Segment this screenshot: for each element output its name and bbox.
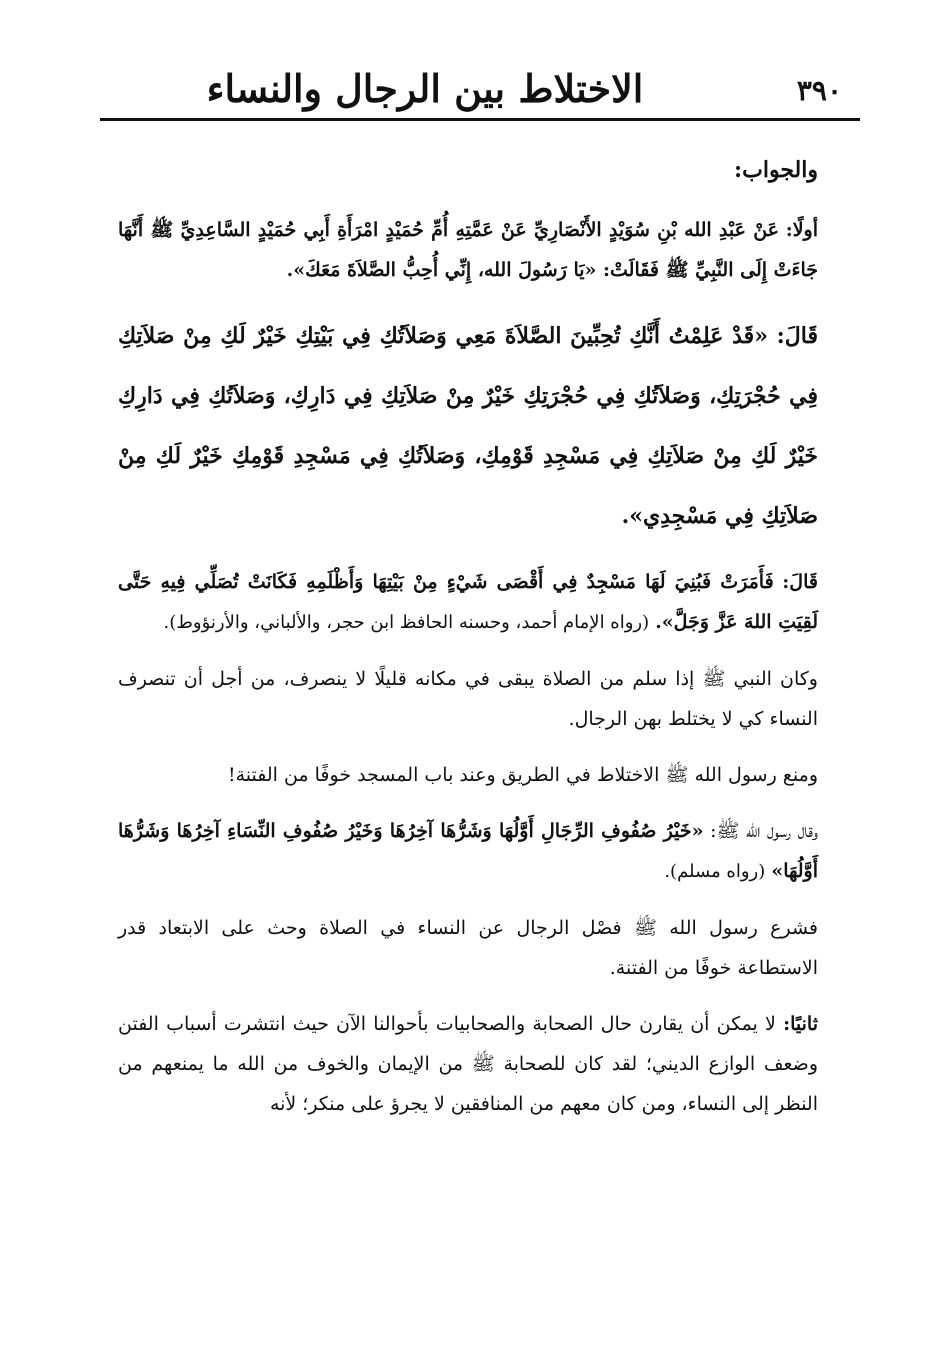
paragraph-separation: فشرع رسول الله ﷺ فصْل الرجال عن النساء في الصلاة وحث على الابتعاد قدر الاستطاعة خوفًا من الفتنة. (118, 917, 818, 979)
hadith-reference: (رواه مسلم). (664, 861, 766, 882)
paragraph-hadith-reply (118, 306, 818, 546)
hadith-lead: وقال رسول الله ﷺ: (710, 820, 819, 842)
running-header (100, 60, 860, 130)
header-rule (100, 118, 860, 121)
point-label: ثانيًا: (783, 1013, 818, 1035)
said-label: قَالَ: (782, 571, 818, 593)
hadith-reference: (رواه الإمام أحمد، وحسنه الحافظ ابن حجر، والألباني، والأرنؤوط). (163, 612, 650, 633)
page-number: ٣٩٠ (796, 74, 842, 107)
paragraph-prophet-waits: وكان النبي ﷺ إذا سلم من الصلاة يبقى في مكانه قليلًا لا ينصرف، من أجل أن تنصرف النساء كي لا يختلط بهن الرجال. (118, 668, 818, 730)
hadith-text: عَنْ عَبْدِ الله بْنِ سُوَيْدٍ الأَنْصَارِيِّ عَنْ عَمَّتِهِ أُمِّ حُمَيْدٍ امْرَأَةِ أَبِي حُمَيْدٍ السَّاعِدِيِّ ﷺ أَنَّهَا جَاءَتْ إِلَى النَّبِيِّ ﷺ فَقَالَتْ: «يَا رَسُولَ الله، إِنِّي أُحِبُّ الصَّلاَةَ مَعَكَ». (118, 219, 818, 281)
paragraph-second-point (118, 1004, 818, 1124)
hadith-quote: «قَدْ عَلِمْتُ أَنَّكِ تُحِبِّينَ الصَّلاَةَ مَعِي وَصَلاَتُكِ فِي بَيْتِكِ خَيْرٌ لَكِ مِنْ صَلاَتِكِ فِي حُجْرَتِكِ، وَصَلاَتُكِ فِي حُجْرَتِكِ خَيْرٌ مِنْ صَلاَتِكِ فِي دَارِكِ، وَصَلاَتُكِ فِي دَارِكِ خَيْرٌ لَكِ مِنْ صَلاَتِكِ فِي مَسْجِدِ قَوْمِكِ، وَصَلاَتُكِ فِي مَسْجِدِ قَوْمِكِ خَيْرٌ لَكِ مِنْ صَلاَتِكِ فِي مَسْجِدِي». (118, 323, 818, 529)
paragraph-first-point (118, 210, 818, 290)
narration-text: فَأَمَرَتْ فَبُنِيَ لَهَا مَسْجِدٌ فِي أَقْصَى شَيْءٍ مِنْ بَيْتِهَا وَأَظْلَمِهِ فَكَانَتْ تُصَلِّي فِيهِ حَتَّى لَقِيَتِ اللهَ عَزَّ وَجَلَّ». (118, 571, 818, 633)
paragraph-prevent-mixing: ومنع رسول الله ﷺ الاختلاط في الطريق وعند باب المسجد خوفًا من الفتنة! (227, 764, 818, 786)
second-point-text: لا يمكن أن يقارن حال الصحابة والصحابيات بأحوالنا الآن حيث انتشرت أسباب الفتن وضعف الوازع الديني؛ لقد كان للصحابة ﷺ من الإيمان والخوف من الله ما يمنعهم من النظر إلى النساء، ومن كان معهم من المنافقين لا يجرؤ على منكر؛ لأنه (118, 1013, 818, 1115)
paragraph-rows-hadith (118, 811, 818, 892)
answer-heading: والجواب: (734, 157, 818, 183)
said-label: قَالَ: (776, 323, 818, 349)
header-title: الاختلاط بين الرجال والنساء (206, 66, 644, 111)
point-label: أولًا: (785, 219, 818, 241)
rows-hadith-quote: «خَيْرُ صُفُوفِ الرِّجَالِ أَوَّلُهَا وَشَرُّهَا آخِرُهَا وَخَيْرُ صُفُوفِ النِّسَاءِ آخِرُهَا وَشَرُّهَا أَوَّلُهَا» (118, 820, 818, 882)
paragraph-mosque-built (118, 562, 818, 643)
page-body (118, 150, 818, 1140)
